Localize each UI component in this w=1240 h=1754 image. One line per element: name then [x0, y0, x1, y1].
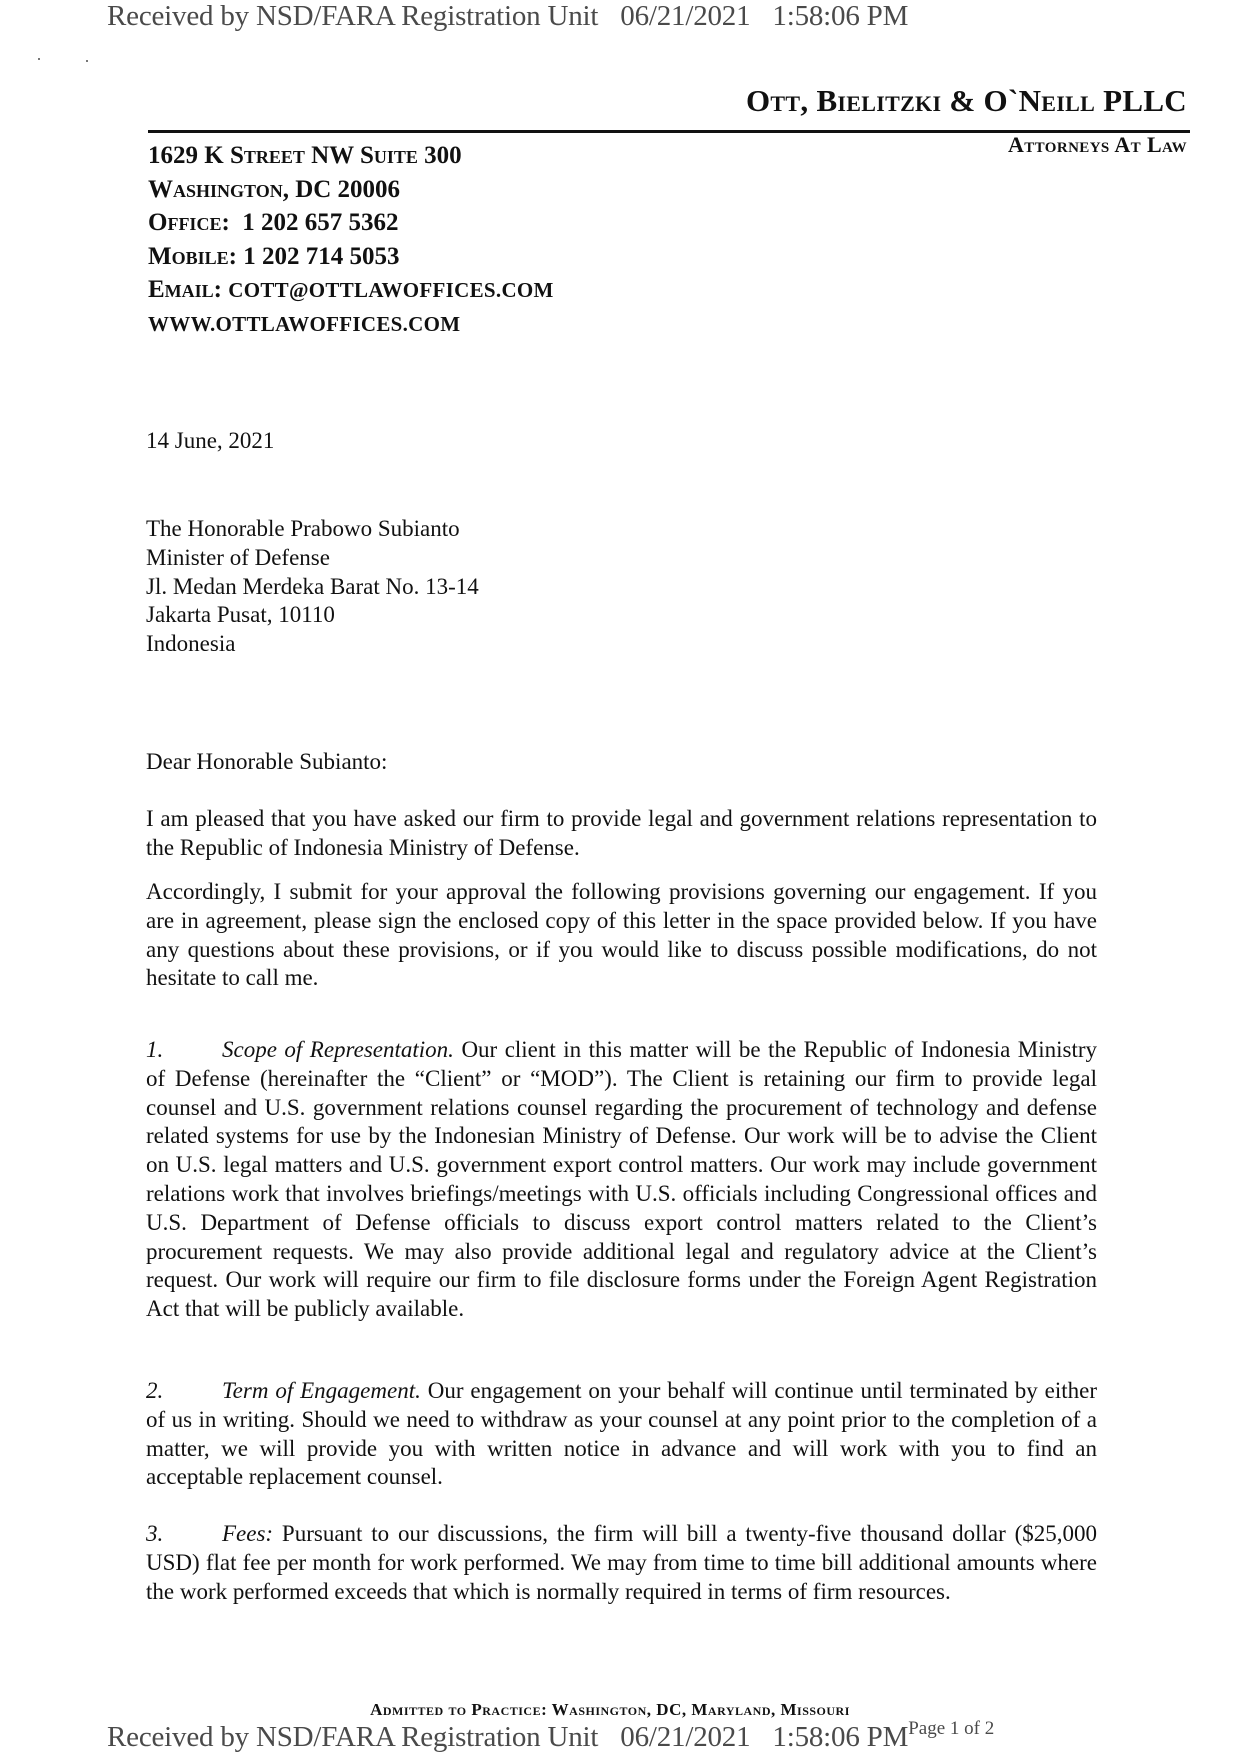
email-address: COTT@OTTLAWOFFICES.COM — [228, 278, 554, 302]
recipient-title: Minister of Defense — [146, 544, 330, 570]
section-number: 3. — [146, 1521, 164, 1546]
mobile-phone: 1 202 714 5053 — [243, 242, 400, 270]
section-fees — [146, 1520, 1097, 1606]
stamp-text: Received by NSD/FARA Registration Unit — [107, 1721, 599, 1753]
scan-speck — [86, 60, 88, 62]
mobile-label: Mobile: — [148, 242, 237, 270]
firm-name: Ott, Bielitzki & O`Neill PLLC — [746, 83, 1187, 118]
stamp-date: 06/21/2021 — [620, 0, 751, 32]
section-scope — [146, 1036, 1097, 1324]
address-street: 1629 K Street NW Suite 300 — [148, 142, 462, 169]
section-heading: Scope of Representation. — [222, 1037, 454, 1062]
website: WWW.OTTLAWOFFICES.COM — [148, 311, 461, 336]
admitted-to-practice — [0, 1700, 1240, 1720]
fara-receipt-stamp-bottom — [107, 1718, 994, 1754]
recipient-country: Indonesia — [146, 631, 236, 657]
recipient-city: Jakarta Pusat, 10110 — [146, 602, 335, 628]
stamp-time: 1:58:06 PM — [772, 0, 909, 32]
stamp-time: 1:58:06 PM — [772, 1721, 909, 1753]
fara-receipt-stamp-top — [107, 0, 908, 33]
section-heading: Term of Engagement. — [222, 1378, 421, 1403]
recipient-street: Jl. Medan Merdeka Barat No. 13-14 — [146, 573, 479, 599]
recipient-name: The Honorable Prabowo Subianto — [146, 516, 460, 541]
section-number: 2. — [146, 1378, 164, 1403]
salutation: Dear Honorable Subianto: — [146, 749, 388, 774]
section-text: Pursuant to our discussions, the firm will bill a twenty-five thousand dollar ($25,000 USD) flat fee per month for work performed. We may from time to time bill additional amounts where the work performed exceeds that which is normally required in terms of firm resources. — [146, 1521, 1098, 1604]
intro-paragraph: I am pleased that you have asked our firm to provide legal and government relations representation to the Republic of Indonesia Ministry of Defense. — [146, 806, 1097, 860]
section-text: Our engagement on your behalf will continue until terminated by either of us in writing. Should we need to withdraw as your counsel at any point prior to the completion of a matter, we will provide you with written notice in advance and will work with you to find an acceptable replacement counsel. — [146, 1378, 1097, 1490]
section-text: Our client in this matter will be the Republic of Indonesia Ministry of Defense (hereinafter the “Client” or “MOD”). The Client is retaining our firm to provide legal counsel and U.S. government relations counsel regarding the procurement of technology and defense related systems for use by the Indonesian Ministry of Defense. Our work will be to advise the Client on U.S. legal matters and U.S. government export control matters. Our work may include government relations work that involves briefings/meetings with U.S. officials including Congressional offices and U.S. Department of Defense officials to discuss export control matters related to the Client’s procurement requests. We may also provide additional legal and regulatory advice at the Client’s request. Our work will require our firm to file disclosure forms under the Foreign Agent Registration Act that will be publicly available. — [146, 1037, 1097, 1322]
approval-paragraph: Accordingly, I submit for your approval the following provisions governing our engagement. If you are in agreement, please sign the enclosed copy of this letter in the space provided below. If you have any questions about these provisions, or if you would like to discuss possible modifications, do not hesitate to call me. — [146, 879, 1097, 991]
section-heading: Fees: — [222, 1521, 274, 1546]
admitted-text: Admitted to Practice: Washington, DC, Maryland, Missouri — [370, 1700, 850, 1719]
office-phone: 1 202 657 5362 — [242, 209, 399, 236]
firm-address-block — [148, 139, 554, 341]
email-label: Email: — [148, 276, 222, 303]
recipient-block — [146, 515, 1097, 659]
firm-tagline: Attorneys At Law — [1007, 132, 1187, 157]
letter-date: 14 June, 2021 — [146, 428, 275, 453]
address-city: Washington, DC 20006 — [148, 175, 401, 203]
email-line — [148, 273, 554, 308]
mobile-phone-line — [148, 240, 554, 274]
page-number: Page 1 of 2 — [908, 1718, 995, 1739]
office-phone-line — [148, 206, 554, 240]
section-term — [146, 1377, 1097, 1492]
section-number: 1. — [146, 1037, 164, 1062]
office-label: Office: — [148, 209, 230, 236]
stamp-text: Received by NSD/FARA Registration Unit — [107, 0, 599, 32]
scan-speck — [38, 58, 40, 60]
stamp-date: 06/21/2021 — [620, 1721, 751, 1753]
